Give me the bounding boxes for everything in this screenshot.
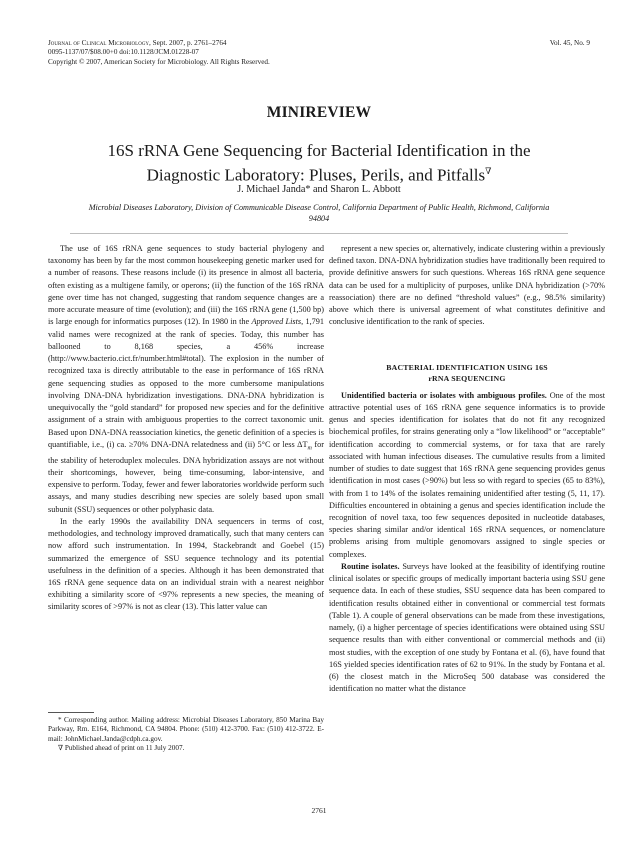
copyright-line: Copyright © 2007, American Society for Microbiology. All Rights Reserved. <box>48 57 270 66</box>
section-heading-line-1: BACTERIAL IDENTIFICATION USING 16S <box>386 362 548 372</box>
text-run: One of the most attractive potential uses of 16S rRNA gene sequence informatics is to provide genus and species identification for isolates that do not fit any recognized biochemical profiles, for strains generating only a “low likelihood” or “acceptable” identification according to commercial systems, or for taxa that are rarely associated with human infectious diseases. The cumulative results from a limited number of studies to date suggest that 16S rRNA gene sequencing provides genus identification in most cases (>90%) but less so with regard to species (65 to 83%), with from 1 to 14% of the isolates remaining unidentified after testing (5, 11, 17). Difficulties encountered in obtaining a genus and species identification include the recognition of novel taxa, too few sequences deposited in nucleotide databases, species sharing similar and/or identical 16S rRNA sequences, or nomenclature problems arising from multiple genomovars assigned to single species or complexes. <box>329 390 605 559</box>
text-run: , 1,791 valid names were recognized at the rank of species. Today, this number has ballooned to 8,168 species, a 456% increase (http://www.bacterio.cict.fr/number.html#total). The explosion in the number of recognized taxa is directly attributable to the ease in performance of 16S rRNA gene sequencing studies as opposed to the more cumbersome manipulations involving DNA-DNA hybridization investigations. DNA-DNA hybridization is unequivocally the “gold standard” for proposed new species and for the definitive assignment of a strain with ambiguous properties to the correct taxonomic unit. Based upon DNA-DNA reassociation kinetics, the genetic definition of a species is quantifiable, i.e., (i) ca. ≥70% DNA-DNA relatedness and (ii) 5°C or less ΔT <box>48 317 325 449</box>
volume-issue: Vol. 45, No. 9 <box>549 39 590 47</box>
italic-text: Approved Lists <box>251 317 302 327</box>
paragraph-heading: Unidentified bacteria or isolates with ambiguous profiles. <box>341 390 547 400</box>
page-number: 2761 <box>311 806 327 815</box>
section-heading <box>329 362 605 385</box>
paragraph-heading: Routine isolates. <box>341 561 400 571</box>
right-column <box>329 243 605 696</box>
footnotes <box>48 716 324 753</box>
section-heading-line-2: rRNA SEQUENCING <box>428 374 506 384</box>
article-title <box>40 141 598 186</box>
paragraph <box>329 390 605 561</box>
paragraph <box>329 561 605 696</box>
title-line-2 <box>40 161 598 186</box>
article-type: MINIREVIEW <box>266 104 372 121</box>
journal-date-pages: , Sept. 2007, p. 2761–2764 <box>149 39 227 47</box>
title-line-2-text: Diagnostic Laboratory: Pluses, Perils, and Pitfalls <box>146 165 486 185</box>
paragraph: represent a new species or, alternatively, indicate clustering within a previously defined taxon. DNA-DNA hybridization studies have traditionally been required to provide definitive answers for such questions. Whereas 16S rRNA gene sequence data can be used for a multiplicity of purposes, unlike DNA hybridization (>70% reassociation) there are no defined “threshold values” (e.g., 98.5% similarity) above which there is universal agreement of what constitutes definitive and conclusive identification to the rank of species. <box>329 244 605 327</box>
text-run: The use of 16S rRNA gene sequences to study bacterial phylogeny and taxonomy has been by far the most common housekeeping genetic marker used for a number of reasons. These reasons include (i) its presence in almost all bacteria, often existing as a multigene family, or operons; (ii) the function of the 16S rRNA gene over time has not changed, suggesting that random sequence changes are a more accurate measure of time (evolution); and (iii) the 16S rRNA gene (1,500 bp) is large enough for informatics purposes (12). In 1980 in the <box>48 244 324 327</box>
affiliation: Microbial Diseases Laboratory, Division of Communicable Disease Control, California Department of Public Health, Richmond, California 94804 <box>88 203 550 223</box>
journal-citation <box>48 39 227 48</box>
corresponding-author-note: * Corresponding author. Mailing address: Microbial Diseases Laboratory, 850 Marina Bay Parkway, Rm. E164, Richmond, CA 94804. Phone: (510) 412-3700. Fax: (510) 412-3722. E-mail: JohnMichael.Janda@cdph.ca.gov. <box>48 716 324 743</box>
title-line-1: 16S rRNA Gene Sequencing for Bacterial Identification in the <box>107 141 531 160</box>
text-run: Surveys have looked at the feasibility of identifying routine clinical isolates or specific groups of medically important bacteria using SSU gene sequence data. In each of these studies, SSU sequence data has been compared to identification results obtained either in conventional or commercial test formats (Table 1). A couple of general observations can be made from these investigations, namely, (i) a higher percentage of species identifications were obtained using SSU sequence results than with either conventional or commercial methods and (ii) most studies, with the exception of one study by Fontana et al. (6), have found that 16S yielded species identification rates of 62 to 91%. In the study by Fontana et al. (6) the closest match in the MicroSeq 500 database was considered the identification no matter what the distance <box>329 561 606 694</box>
journal-name: Journal of Clinical Microbiology <box>48 39 150 47</box>
doi-line: 0095-1137/07/$08.00+0 doi:10.1128/JCM.01228-07 <box>48 48 199 57</box>
authors: J. Michael Janda* and Sharon L. Abbott <box>237 184 401 195</box>
title-footnote-mark: ∇ <box>485 166 492 176</box>
title-divider <box>70 233 568 234</box>
footnote-divider <box>48 712 94 713</box>
text-run: for the stability of heteroduplex molecules. DNA hybridization assays are not without their shortcomings, however, being time-consuming, labor-intensive, and expensive to perform. Today, fewer and fewer laboratories worldwide perform such assays, and many studies describing new species are solely based upon small subunit (SSU) sequences or other polyphasic data. <box>48 439 324 514</box>
paragraph: In the early 1990s the availability DNA sequencers in terms of cost, methodologies, and technology improved dramatically, such that many centers can now afford such instrumentation. In 1994, Stackebrandt and Goebel (15) summarized the emergence of SSU sequence technology and its potential usefulness in the definition of a species. Although it has been demonstrated that 16S rRNA gene sequence data on an individual strain with a nearest neighbor exhibiting a similarity score of <97% represents a new species, the meaning of similarity scores of >97% is not as clear (13). This latter value can <box>48 516 324 612</box>
paragraph <box>48 243 324 516</box>
running-header <box>48 39 590 67</box>
section-spacer <box>329 329 605 362</box>
left-column <box>48 243 324 614</box>
subscript: m <box>307 445 312 452</box>
published-note: ∇ Published ahead of print on 11 July 2007. <box>58 743 185 752</box>
